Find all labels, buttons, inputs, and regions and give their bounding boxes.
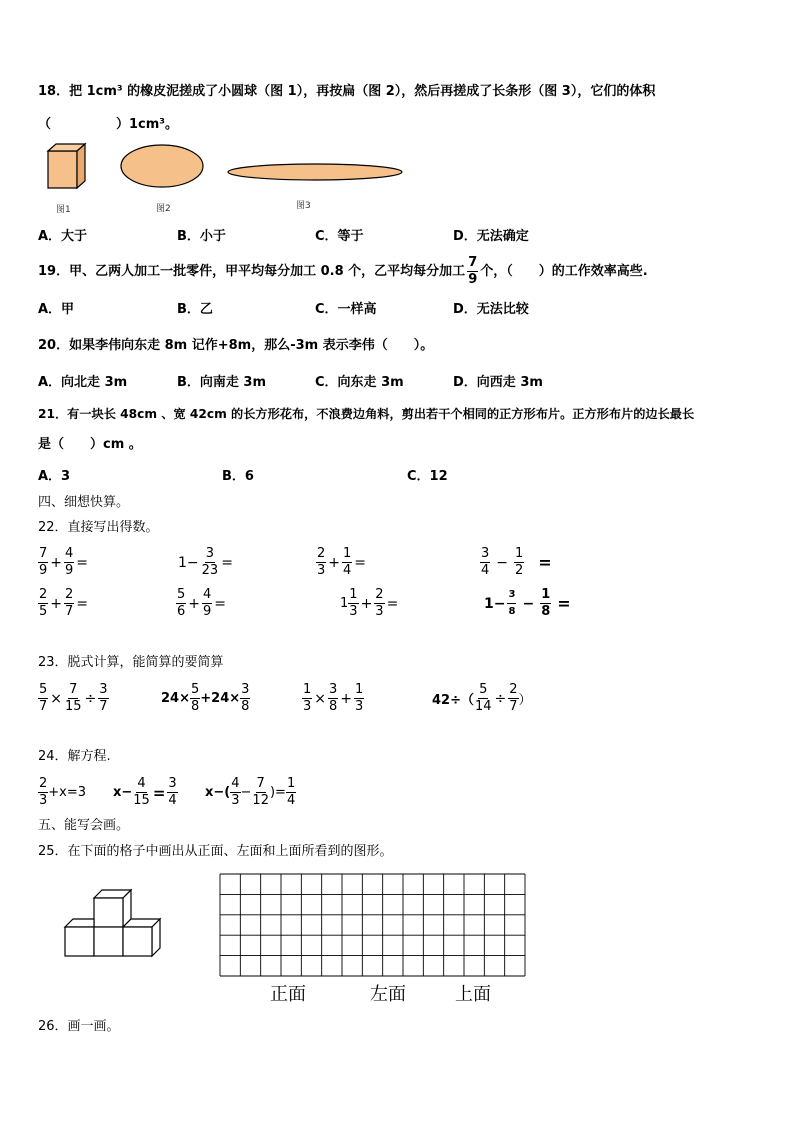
q22-r1-e3: $\frac{2}{3}$ + $\frac{1}{4}$ = bbox=[317, 546, 367, 578]
cube-figure bbox=[48, 144, 85, 188]
q25-label-front: 正面 bbox=[270, 984, 306, 1005]
q18-stem: 18．把 1cm³ 的橡皮泥搓成了小圆球（图 1），再按扁（图 2），然后再搓成了长条形（图 3），它们的体积 bbox=[38, 84, 656, 99]
q19-stem-b: 个，（ ）的工作效率高些. bbox=[480, 263, 648, 279]
q21-option-a: A．3 bbox=[38, 469, 71, 484]
q20-option-a: A．向北走 3m bbox=[38, 375, 128, 390]
fig2-label: 图2 bbox=[156, 204, 171, 214]
q19-stem-a: 19．甲、乙两人加工一批零件，甲平均每分加工 0.8 个，乙平均每分加工 bbox=[38, 263, 466, 279]
q25-block-figure bbox=[60, 886, 168, 958]
q22-r1-e1: $\frac{7}{9}$ + $\frac{4}{9}$ = bbox=[39, 546, 89, 578]
q19-option-d: D．无法比较 bbox=[453, 302, 529, 317]
q22-title: 22．直接写出得数。 bbox=[38, 520, 159, 535]
q21-stem-a: 21．有一块长 48cm 、宽 42cm 的长方形花布，不浪费边角料，剪出若干个相同的正方形布片。正方形布片的边长最长 bbox=[38, 407, 695, 421]
q23-title: 23．脱式计算，能简算的要简算 bbox=[38, 655, 224, 670]
q22-r1-e2: 1− $\frac{3}{23}$ = bbox=[178, 546, 233, 578]
q19-option-b: B．乙 bbox=[177, 302, 213, 317]
q19-fraction bbox=[467, 256, 478, 287]
q25-drawing-grid[interactable] bbox=[219, 873, 526, 977]
q22-r2-e4: 1− $\frac{3}{8}$ − $\frac{1}{8}$ = bbox=[484, 587, 571, 619]
strip-figure bbox=[228, 164, 402, 180]
q18-figures bbox=[40, 140, 420, 220]
q18-option-d: D．无法确定 bbox=[453, 229, 529, 244]
q25-title: 25．在下面的格子中画出从正面、左面和上面所看到的图形。 bbox=[38, 844, 393, 859]
q23-e4: 42÷（ $\frac{5}{14}$ ÷ $\frac{2}{7}$ ） bbox=[432, 682, 532, 714]
q21-stem-b: 是（ ）cm 。 bbox=[38, 437, 142, 452]
q20-stem: 20．如果李伟向东走 8m 记作+8m，那么-3m 表示李伟（ ）。 bbox=[38, 338, 434, 353]
q26-title: 26．画一画。 bbox=[38, 1019, 120, 1034]
q18-blank-line: （ ）1cm³。 bbox=[38, 117, 178, 132]
q23-e2: 24× $\frac{5}{8}$ +24× $\frac{3}{8}$ bbox=[161, 682, 250, 714]
q23-e3: $\frac{1}{3}$ × $\frac{3}{8}$ + $\frac{1}{3}$ bbox=[303, 682, 364, 714]
fig3-label: 图3 bbox=[296, 201, 311, 211]
fig1-label: 图1 bbox=[56, 205, 71, 215]
q18-option-c: C．等于 bbox=[315, 229, 364, 244]
q24-e2: x− $\frac{4}{15}$ = $\frac{3}{4}$ bbox=[113, 776, 177, 808]
q22-r2-e1: $\frac{2}{5}$ + $\frac{2}{7}$ = bbox=[39, 587, 89, 619]
q23-e1: $\frac{5}{7}$ × $\frac{7}{15}$ ÷ $\frac{3}{7}$ bbox=[39, 682, 108, 714]
q22-r2-e3: 1 $\frac{1}{3}$ + $\frac{2}{3}$ = bbox=[340, 587, 399, 619]
q19-frac-den: 9 bbox=[468, 272, 478, 287]
q19-option-a: A．甲 bbox=[38, 302, 75, 317]
q21-option-c: C．12 bbox=[407, 469, 448, 484]
q18-option-a: A．大于 bbox=[38, 229, 88, 244]
q24-e1: $\frac{2}{3}$ +x=3 bbox=[39, 776, 87, 808]
q22-r2-e2: $\frac{5}{6}$ + $\frac{4}{9}$ = bbox=[177, 587, 227, 619]
q19-frac-num: 7 bbox=[468, 255, 478, 270]
q18-option-b: B．小于 bbox=[177, 229, 226, 244]
section-5-heading: 五、能写会画。 bbox=[38, 818, 130, 833]
q22-r1-e4: $\frac{3}{4}$ − $\frac{1}{2}$ = bbox=[481, 546, 552, 578]
q20-option-b: B．向南走 3m bbox=[177, 375, 267, 390]
section-4-heading: 四、细想快算。 bbox=[38, 495, 130, 510]
q24-title: 24．解方程. bbox=[38, 749, 111, 764]
q19-option-c: C．一样高 bbox=[315, 302, 377, 317]
q25-label-top: 上面 bbox=[455, 984, 491, 1005]
q20-option-d: D．向西走 3m bbox=[453, 375, 543, 390]
q24-e3: x−( $\frac{4}{3}$ − $\frac{7}{12}$ )= $\frac{1}{4}$ bbox=[205, 776, 296, 808]
flat-ball-figure bbox=[121, 145, 203, 187]
q25-label-left: 左面 bbox=[370, 984, 406, 1005]
q19-stem bbox=[38, 256, 648, 287]
q21-option-b: B．6 bbox=[222, 469, 254, 484]
q20-option-c: C．向东走 3m bbox=[315, 375, 404, 390]
